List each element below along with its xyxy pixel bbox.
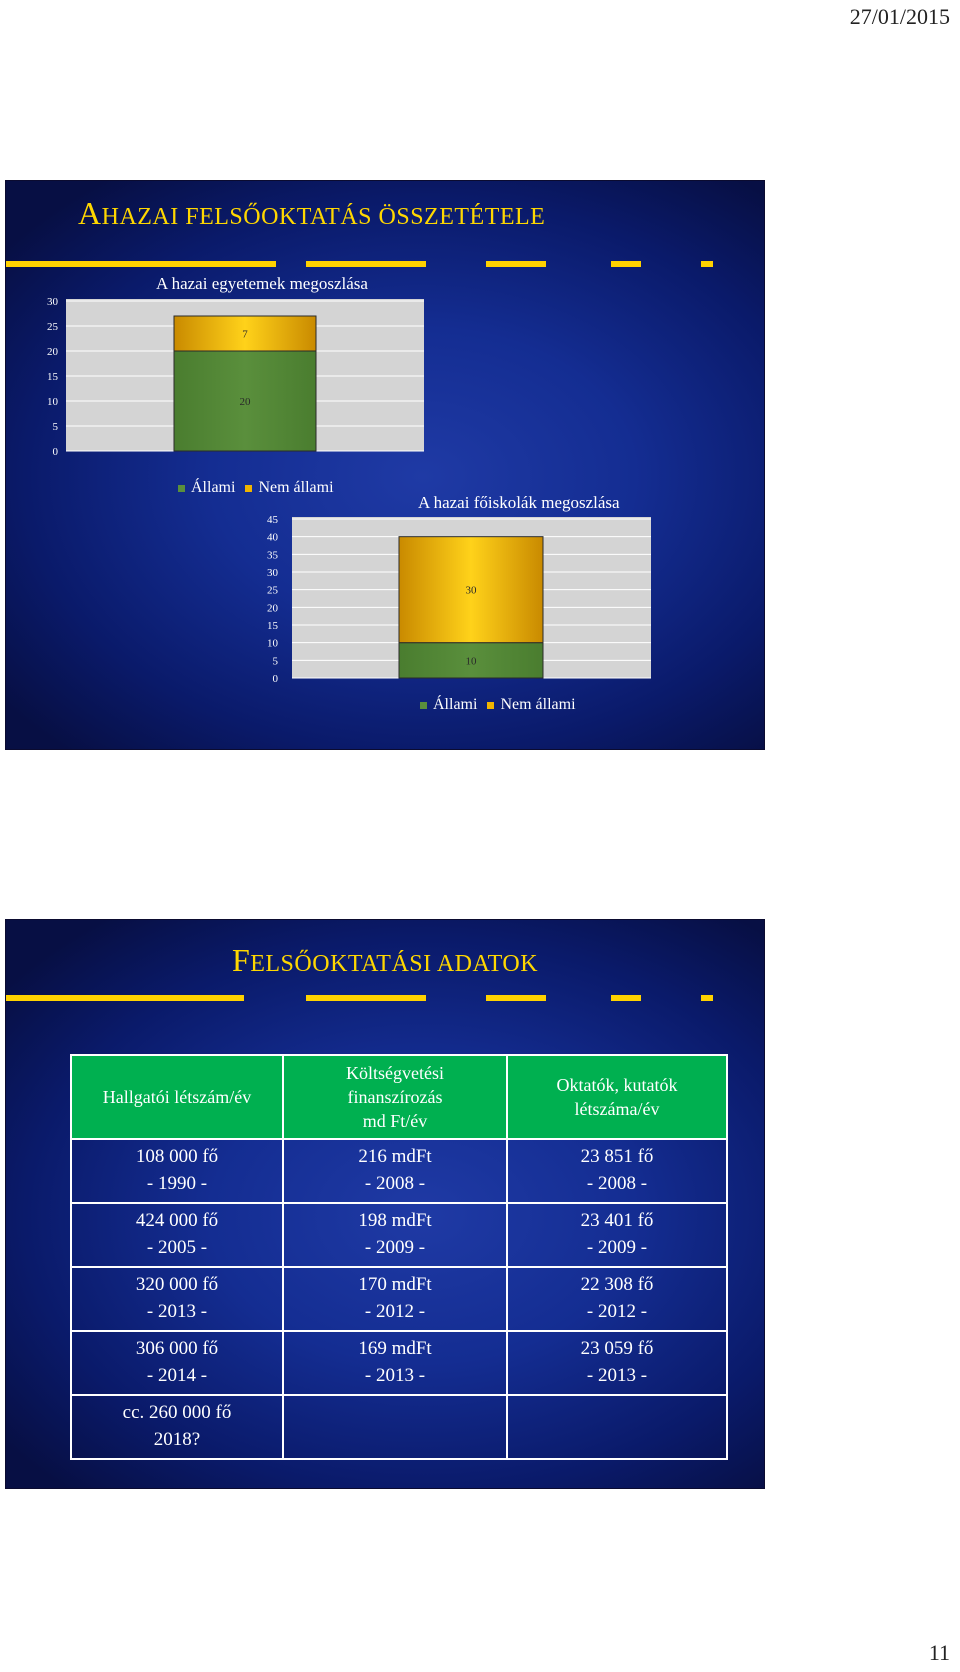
cell-line: 424 000 fő xyxy=(135,1210,219,1232)
y-tick-label: 15 xyxy=(267,620,278,632)
cell-line: - 1990 - xyxy=(146,1173,208,1194)
y-tick-label: 25 xyxy=(47,321,58,333)
y-tick-label: 0 xyxy=(52,446,58,458)
column-header xyxy=(507,1055,727,1139)
table-row xyxy=(71,1139,727,1203)
title-rule xyxy=(306,995,426,1001)
cell-line: - 2008 - xyxy=(586,1173,648,1194)
header-line: finanszírozás xyxy=(347,1086,443,1107)
cell-line: - 2012 - xyxy=(364,1301,426,1322)
table-cell xyxy=(507,1267,727,1331)
slide-title: FELSŐOKTATÁSI ADATOK xyxy=(231,942,539,978)
header-line: md Ft/év xyxy=(362,1111,428,1132)
legend-item-allami: Állami xyxy=(420,696,477,714)
cell-line: - 2013 - xyxy=(364,1365,426,1386)
title-rule xyxy=(701,261,713,267)
y-tick-label: 35 xyxy=(267,549,278,562)
title-rule xyxy=(6,261,276,267)
page-date: 27/01/2015 xyxy=(849,4,950,29)
chart-title-universities: A hazai egyetemek megoszlása xyxy=(156,274,368,293)
table-cell xyxy=(283,1139,507,1203)
colleges-chart xyxy=(256,511,706,701)
table-cell xyxy=(71,1203,283,1267)
title-rule xyxy=(6,995,244,1001)
cell-line: 306 000 fő xyxy=(135,1338,219,1360)
cell-line: 23 059 fő xyxy=(580,1338,654,1360)
table-cell xyxy=(71,1139,283,1203)
cell-line: 169 mdFt xyxy=(358,1338,432,1360)
table-row xyxy=(71,1331,727,1395)
cell-line: 320 000 fő xyxy=(135,1274,219,1296)
title-rule xyxy=(611,261,641,267)
cell-line: - 2013 - xyxy=(586,1365,648,1386)
legend-universities xyxy=(178,479,334,497)
universities-chart xyxy=(6,293,466,493)
legend-item-allami: Állami xyxy=(178,479,235,497)
y-tick-label: 20 xyxy=(267,602,278,615)
cell-line: - 2005 - xyxy=(146,1237,208,1258)
cell-line: 23 851 fő xyxy=(580,1146,654,1168)
column-header xyxy=(283,1055,507,1139)
cell-line: 216 mdFt xyxy=(358,1146,432,1168)
y-tick-label: 25 xyxy=(267,584,278,597)
table-cell xyxy=(507,1395,727,1459)
table-cell xyxy=(507,1331,727,1395)
table-cell xyxy=(283,1331,507,1395)
y-tick-label: 10 xyxy=(267,637,278,650)
table-cell xyxy=(71,1395,283,1459)
cell-line: 22 308 fő xyxy=(580,1274,654,1296)
y-tick-label: 45 xyxy=(267,514,278,526)
cell-line: 170 mdFt xyxy=(358,1274,432,1296)
cell-line: 108 000 fő xyxy=(135,1146,219,1168)
y-tick-label: 30 xyxy=(267,567,278,579)
cell-line: 2018? xyxy=(153,1429,201,1450)
table-cell xyxy=(71,1267,283,1331)
slide-composition xyxy=(5,180,765,750)
header-line: Hallgatói létszám/év xyxy=(102,1086,252,1107)
data-label: 10 xyxy=(465,655,477,668)
header-line: Költségvetési xyxy=(346,1062,444,1083)
page-number: 11 xyxy=(928,1640,950,1665)
legend-colleges xyxy=(420,696,576,714)
table-header-row xyxy=(71,1055,727,1139)
y-tick-label: 15 xyxy=(47,371,58,383)
data-label: 7 xyxy=(242,328,248,341)
data-label: 20 xyxy=(239,396,251,408)
table-row xyxy=(71,1395,727,1459)
title-rule xyxy=(701,995,713,1001)
cell-line: - 2014 - xyxy=(146,1365,208,1386)
header-line: létszáma/év xyxy=(574,1099,660,1119)
legend-item-nem-allami: Nem állami xyxy=(245,479,333,497)
title-rule xyxy=(486,995,546,1001)
cell-line: - 2009 - xyxy=(586,1237,648,1258)
legend-item-nem-allami: Nem állami xyxy=(487,696,575,714)
title-rule xyxy=(486,261,546,267)
y-tick-label: 30 xyxy=(47,296,58,308)
cell-line: - 2008 - xyxy=(364,1173,426,1194)
slide-higher-education-data xyxy=(5,919,765,1489)
y-tick-label: 10 xyxy=(47,396,58,408)
y-tick-label: 5 xyxy=(272,655,278,668)
cell-line: cc. 260 000 fő xyxy=(122,1402,232,1424)
cell-line: - 2012 - xyxy=(586,1301,648,1322)
table-cell xyxy=(283,1395,507,1459)
table-cell xyxy=(507,1139,727,1203)
data-label: 30 xyxy=(465,584,477,597)
table-row xyxy=(71,1267,727,1331)
table-row xyxy=(71,1203,727,1267)
table-cell xyxy=(71,1331,283,1395)
cell-line: - 2009 - xyxy=(364,1237,426,1258)
table-cell xyxy=(283,1267,507,1331)
chart-title-colleges: A hazai főiskolák megoszlása xyxy=(418,493,620,512)
table-cell xyxy=(507,1203,727,1267)
education-data-table xyxy=(70,1054,728,1460)
y-tick-label: 5 xyxy=(52,421,58,433)
slide-title: AHAZAI FELSŐOKTATÁS ÖSSZETÉTELE xyxy=(78,195,546,231)
table-cell xyxy=(283,1203,507,1267)
header-line: Oktatók, kutatók xyxy=(556,1074,678,1095)
cell-line: 23 401 fő xyxy=(580,1210,654,1232)
cell-line: 198 mdFt xyxy=(358,1210,432,1232)
column-header xyxy=(71,1055,283,1139)
cell-line: - 2013 - xyxy=(146,1301,208,1322)
title-rule xyxy=(611,995,641,1001)
y-tick-label: 0 xyxy=(272,673,278,685)
title-rule xyxy=(306,261,426,267)
y-tick-label: 20 xyxy=(47,346,58,358)
y-tick-label: 40 xyxy=(267,531,278,544)
